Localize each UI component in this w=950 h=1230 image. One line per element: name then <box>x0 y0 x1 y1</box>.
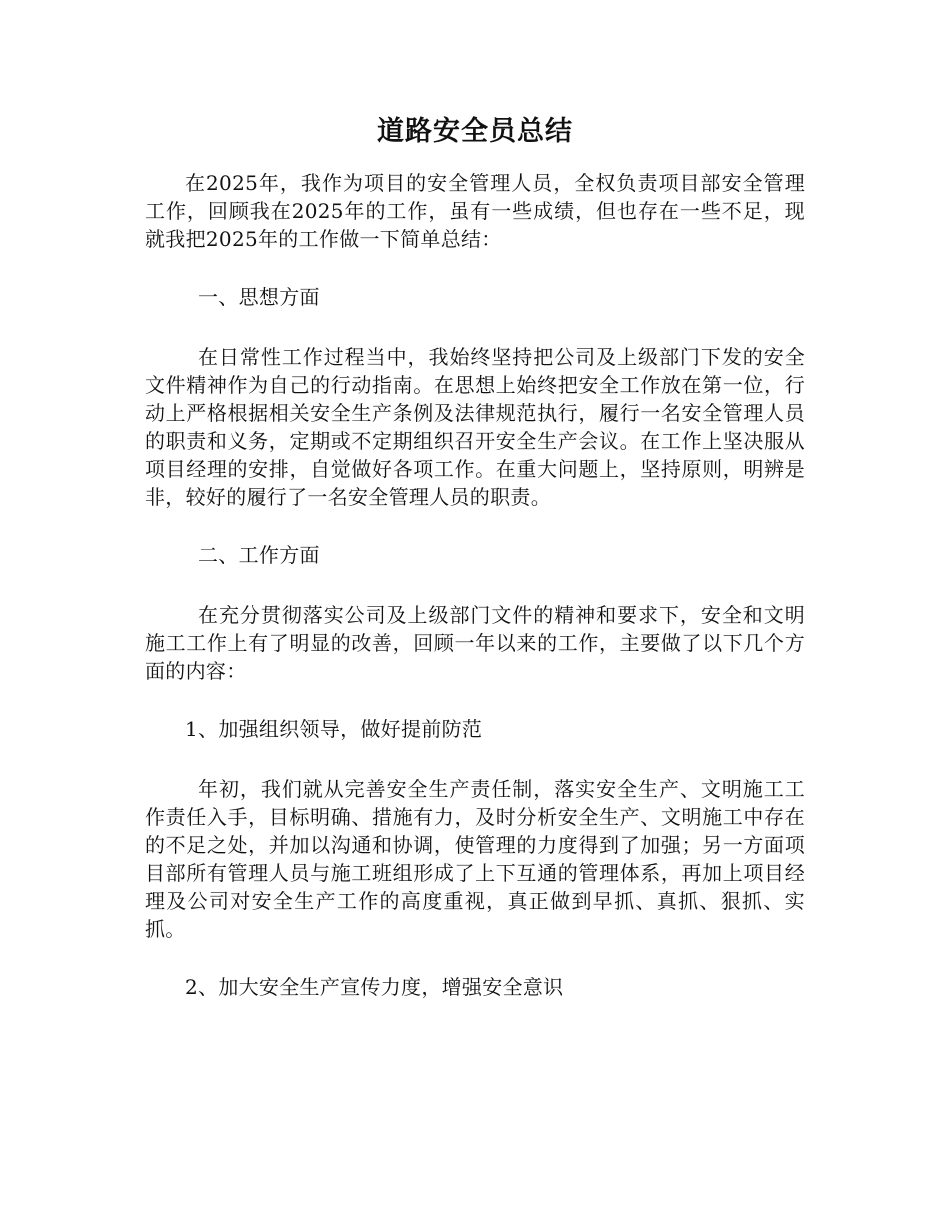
subsection-heading-organization: 1、加强组织领导，做好提前防范 <box>185 717 483 741</box>
section-body-work: 在充分贯彻落实公司及上级部门文件的精神和要求下，安全和文明施工工作上有了明显的改善，回顾一年以来的工作，主要做了以下几个方面的内容： <box>145 603 805 683</box>
section-heading-ideology: 一、思想方面 <box>198 285 320 309</box>
subsection-body-organization: 年初，我们就从完善安全生产责任制，落实安全生产、文明施工工作责任入手，目标明确、措施有力，及时分析安全生产、文明施工中存在的不足之处，并加以沟通和协调，使管理的力度得到了加强；另一方面项目部所有管理人员与施工班组形成了上下互通的管理体系，再加上项目经理及公司对安全生产工作的高度重视，真正做到早抓、真抓、狠抓、实抓。 <box>145 777 805 941</box>
document-title: 道路安全员总结 <box>377 116 573 147</box>
section-body-ideology: 在日常性工作过程当中，我始终坚持把公司及上级部门下发的安全文件精神作为自己的行动指南。在思想上始终把安全工作放在第一位，行动上严格根据相关安全生产条例及法律规范执行，履行一名安全管理人员的职责和义务，定期或不定期组织召开安全生产会议。在工作上坚决服从项目经理的安排，自觉做好各项工作。在重大问题上，坚持原则，明辨是非，较好的履行了一名安全管理人员的职责。 <box>145 345 805 509</box>
subsection-heading-publicity: 2、加大安全生产宣传力度，增强安全意识 <box>185 975 564 999</box>
section-heading-work: 二、工作方面 <box>198 543 320 567</box>
intro-paragraph: 在2025年，我作为项目的安全管理人员，全权负责项目部安全管理工作，回顾我在2025年的工作，虽有一些成绩，但也存在一些不足，现就我把2025年的工作做一下简单总结： <box>145 171 805 251</box>
